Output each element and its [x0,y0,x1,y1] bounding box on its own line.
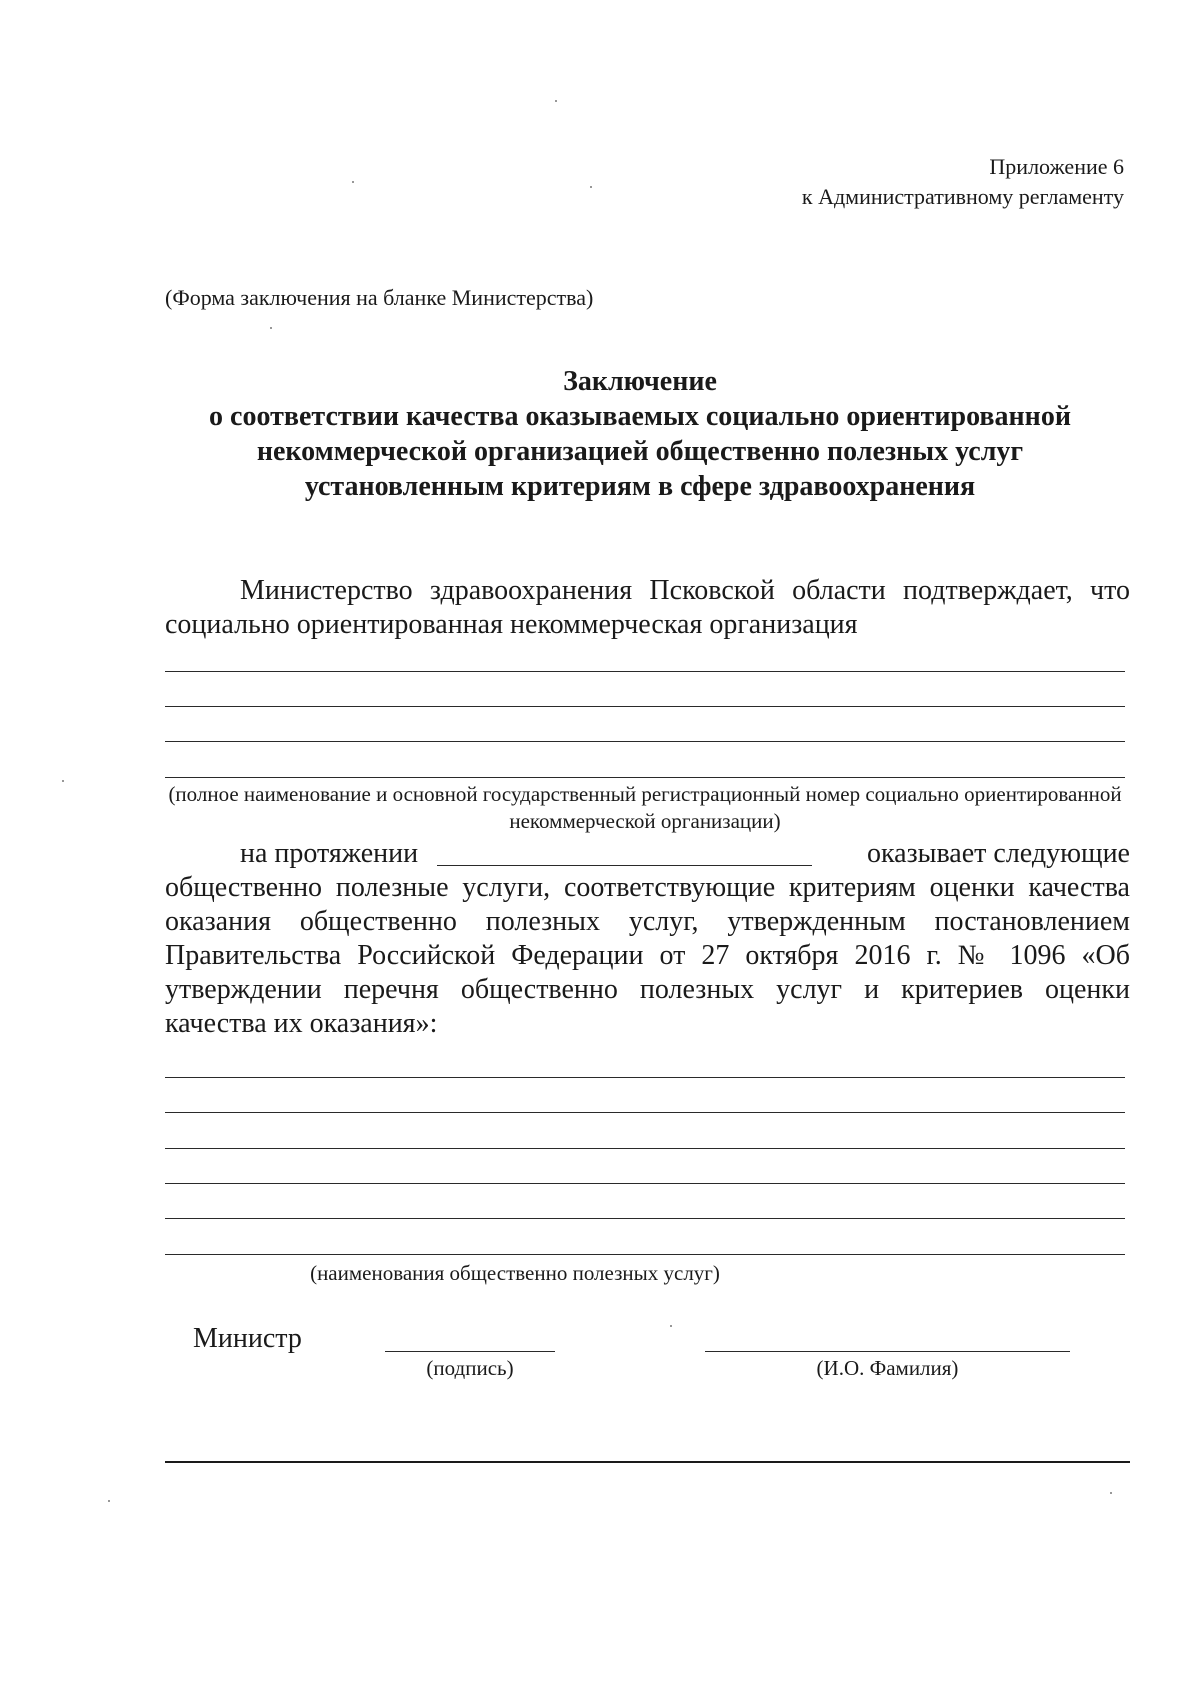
minister-label: Министр [193,1323,302,1354]
service-blank-line[interactable] [165,1183,1125,1184]
scan-speck [670,1325,672,1327]
org-blank-line[interactable] [165,741,1125,742]
scan-speck [62,780,64,782]
appendix-reference: к Административному регламенту [801,184,1124,209]
period-rest: оказывает следующие [866,838,1130,869]
service-blank-line[interactable] [165,1218,1125,1219]
org-blank-line[interactable] [165,777,1125,778]
name-blank[interactable] [705,1351,1070,1352]
services-caption: (наименования общественно полезных услуг) [310,1261,720,1285]
intro-paragraph: Министерство здравоохранения Псковской области подтверждает, что социально ориентированная некоммерческая организация [165,575,1130,640]
bottom-divider [165,1461,1130,1463]
org-caption: (полное наименование и основной государственный регистрационный номер социально ориентированной некоммерческой организации) [168,782,1122,833]
signature-caption: (подпись) [426,1356,514,1380]
document-title [150,364,1130,504]
scan-speck [352,181,354,183]
form-note: (Форма заключения на бланке Министерства) [165,285,594,310]
period-label: на протяжении [240,838,419,869]
scan-speck [590,186,592,188]
org-blank-line[interactable] [165,706,1125,707]
service-blank-line[interactable] [165,1148,1125,1149]
service-blank-line[interactable] [165,1077,1125,1078]
service-blank-line[interactable] [165,1112,1125,1113]
name-caption: (И.О. Фамилия) [816,1356,959,1380]
appendix-number: Приложение 6 [989,154,1124,179]
appendix-header [802,152,1124,212]
title-line-1: Заключение [563,366,717,397]
signature-blank[interactable] [385,1351,555,1352]
scan-speck [108,1500,110,1502]
period-blank[interactable] [437,865,812,866]
service-blank-line[interactable] [165,1254,1125,1255]
org-blank-line[interactable] [165,671,1125,672]
services-paragraph: общественно полезные услуги, соответствующие критериям оценки качества оказания общественно полезных услуг, утвержденным постановлением Правительства Российской Федерации от 27 октября 2016 г. № 1096 «Об утверждении перечня общественно полезных услуг и критериев оценки качества их оказания»: [165,872,1130,1039]
scan-speck [555,100,557,102]
scan-speck [1110,1492,1112,1494]
title-line-2: о соответствии качества оказываемых социально ориентированной [209,401,1071,432]
title-line-3: некоммерческой организацией общественно полезных услуг [256,436,1024,467]
title-line-4: установленным критериям в сфере здравоохранения [304,471,976,502]
scan-speck [270,327,272,329]
